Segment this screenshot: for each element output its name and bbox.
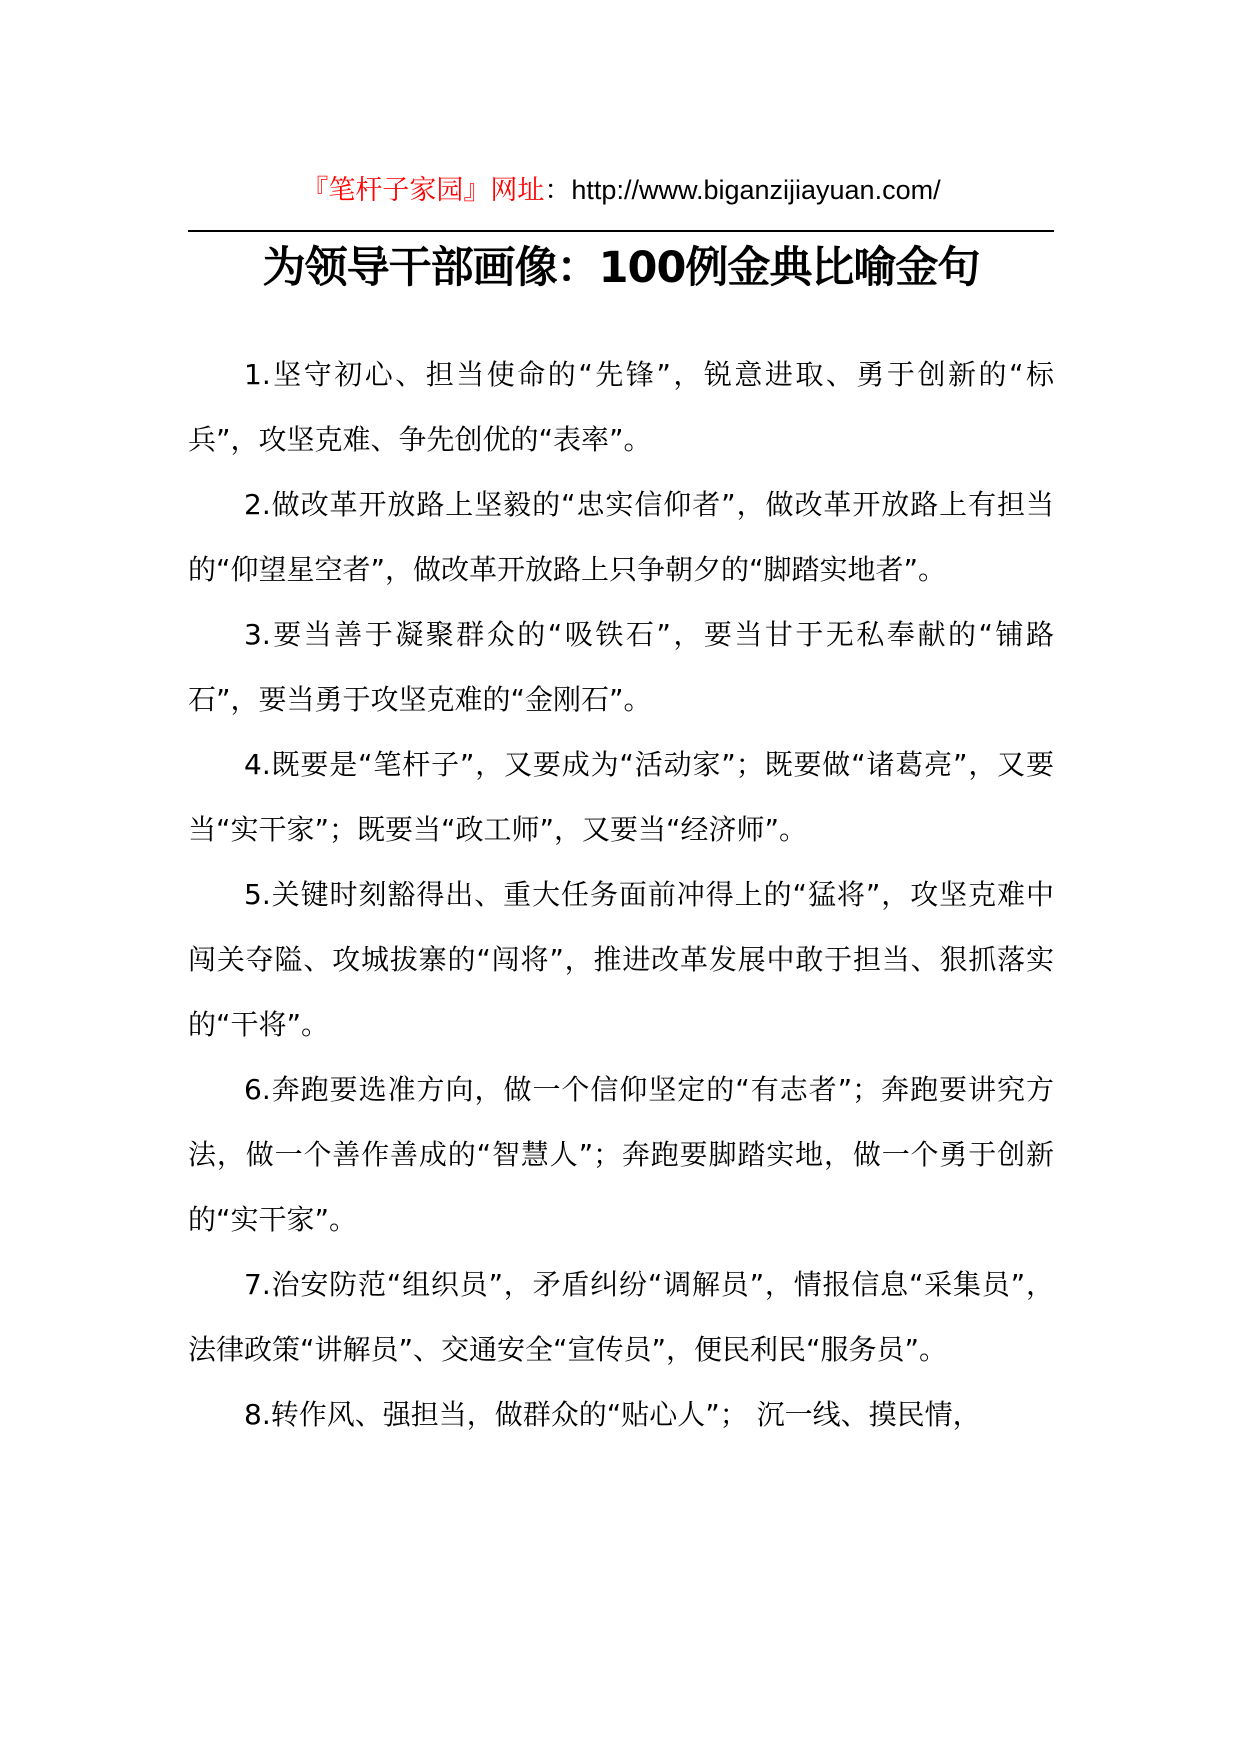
paragraph-6 (188, 1057, 1054, 1252)
paragraph-text: 坚守初心、担当使命的“先锋”，锐意进取、勇于创新的“标兵”，攻坚克难、争先创优的“表率”。 (188, 358, 1054, 456)
header-divider (188, 230, 1054, 232)
paragraph-7 (188, 1252, 1054, 1382)
paragraph-text: 转作风、强担当，做群众的“贴心人”； 沉一线、摸民情， (270, 1398, 981, 1431)
site-name: 『笔杆子家园』网址 (301, 175, 545, 206)
paragraph-4 (188, 732, 1054, 862)
paragraph-1 (188, 342, 1054, 472)
paragraph-text: 奔跑要选准方向，做一个信仰坚定的“有志者”；奔跑要讲究方法，做一个善作善成的“智慧人”；奔跑要脚踏实地，做一个勇于创新的“实干家”。 (188, 1073, 1054, 1236)
paragraph-number: 4. (244, 748, 271, 781)
paragraph-2 (188, 472, 1054, 602)
paragraph-text: 治安防范“组织员”，矛盾纠纷“调解员”，情报信息“采集员”，法律政策“讲解员”、交通安全“宣传员”，便民利民“服务员”。 (188, 1268, 1054, 1366)
paragraph-text: 关键时刻豁得出、重大任务面前冲得上的“猛将”，攻坚克难中闯关夺隘、攻城拔寨的“闯将”，推进改革发展中敢于担当、狠抓落实的“干将”。 (188, 878, 1054, 1041)
site-separator: ： (544, 175, 572, 206)
site-header (188, 172, 1054, 209)
document-title: 为领导干部画像：100例金典比喻金句 (262, 243, 980, 293)
paragraph-number: 1. (244, 358, 271, 391)
paragraph-number: 5. (244, 878, 271, 911)
paragraph-text: 做改革开放路上坚毅的“忠实信仰者”，做改革开放路上有担当的“仰望星空者”，做改革开放路上只争朝夕的“脚踏实地者”。 (188, 488, 1054, 586)
paragraph-number: 3. (244, 618, 271, 651)
site-url-link[interactable]: http://www.biganzijiayuan.com/ (571, 175, 941, 205)
paragraph-number: 7. (244, 1268, 271, 1301)
paragraph-number: 2. (244, 488, 271, 521)
paragraph-5 (188, 862, 1054, 1057)
paragraph-number: 8. (244, 1398, 271, 1431)
paragraph-8 (188, 1382, 1054, 1447)
document-body (188, 342, 1054, 1447)
paragraph-number: 6. (244, 1073, 271, 1106)
paragraph-text: 要当善于凝聚群众的“吸铁石”，要当甘于无私奉献的“铺路石”，要当勇于攻坚克难的“金刚石”。 (188, 618, 1054, 716)
paragraph-3 (188, 602, 1054, 732)
paragraph-text: 既要是“笔杆子”，又要成为“活动家”；既要做“诸葛亮”，又要当“实干家”；既要当“政工师”，又要当“经济师”。 (188, 748, 1054, 846)
